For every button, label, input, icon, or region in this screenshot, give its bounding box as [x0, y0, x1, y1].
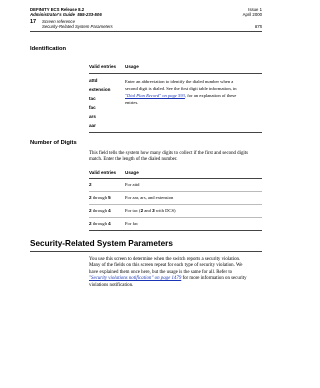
table-row: 2 through 4 — [89, 221, 111, 226]
table-row: 2 — [89, 182, 92, 187]
security-heading-rule — [30, 251, 262, 252]
ident-entry: tac — [89, 96, 96, 101]
digits-usage: For attd — [125, 182, 140, 187]
digits-table-bottom-rule — [89, 230, 262, 231]
table-row: 2 through 4 — [89, 208, 111, 213]
security-params-heading: Security-Related System Parameters — [30, 239, 173, 248]
ident-entry: attd — [89, 78, 98, 83]
chapter-title: Screen reference — [42, 19, 75, 24]
page-number: 875 — [254, 24, 262, 29]
ident-entry: fac — [89, 105, 96, 110]
digits-usage: For tac (2 and 3 with DCS) — [125, 208, 176, 213]
chapter-number: 17 — [30, 19, 37, 25]
row-divider — [89, 204, 262, 205]
page-header-left — [30, 7, 102, 17]
digits-col-usage: Usage — [125, 170, 139, 175]
ident-usage-text: Enter an abbreviation to identify the dialed number when a second digit is dialed. See the first digit table information, in "Dial Plan Record" on page 593, for an explanation of these entries. — [125, 79, 237, 105]
row-divider — [89, 217, 262, 218]
digits-usage: For aar, ars, and extension — [125, 195, 174, 200]
digits-table-top-rule — [89, 178, 262, 179]
ident-entry: ars — [89, 114, 96, 119]
identification-heading: Identification — [30, 46, 67, 52]
issue-label: Issue 1 — [248, 7, 262, 12]
doc-number: 555-233-506 — [77, 12, 102, 18]
table-row: 2 through 5 — [89, 195, 111, 200]
digits-usage: For fac — [125, 221, 139, 226]
ident-col-usage: Usage — [125, 64, 139, 69]
guide-title: Administrator's Guide — [30, 12, 75, 18]
chapter-title-block — [42, 19, 113, 29]
ident-entry: aar — [89, 123, 96, 128]
ident-table-bottom-rule — [89, 132, 262, 133]
ident-col-valid: Valid entries — [89, 64, 117, 69]
number-of-digits-heading: Number of Digits — [30, 140, 77, 146]
security-violations-link[interactable]: "Security violations notification" on page 1479 — [89, 276, 182, 282]
row-divider — [89, 191, 262, 192]
digits-col-valid: Valid entries — [89, 170, 117, 175]
page-header-right — [243, 7, 262, 17]
ident-table-top-rule — [89, 73, 262, 74]
ident-entry: extension — [89, 87, 111, 92]
doc-title: DEFINITY ECS Release 8.2 — [30, 7, 85, 12]
issue-date: April 2000 — [242, 12, 262, 18]
dial-plan-record-link[interactable]: "Dial Plan Record" on page 593 — [125, 93, 185, 98]
number-of-digits-description: This field tells the system how many digits to collect if the first and second digits match. Enter the length of the dialed number. — [89, 151, 249, 163]
section-title: Security-Related System Parameters — [42, 24, 113, 30]
security-description: You use this screen to determine when the switch reports a security violation. Many of the fields on this screen repeat for each type of security violation. We have explained them once here, but the usage is the same for all. Refer to "Security violations notification" on page 1479 for more information on security violations notification. — [89, 257, 247, 288]
header-divider — [30, 31, 262, 32]
